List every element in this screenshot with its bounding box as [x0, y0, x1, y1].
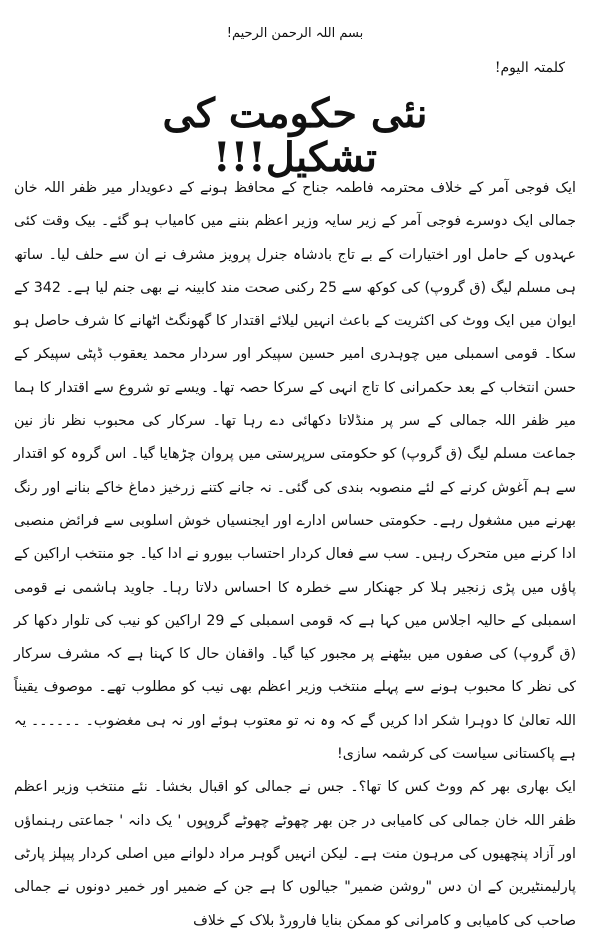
- paragraph-2: ایک بھاری بھر کم ووٹ کس کا تھا؟۔ جس نے جمالی کو اقبال بخشا۔ نئے منتخب وزیر اعظم ظفر اللہ خان جمالی کی کامیابی در جن بھر چھوٹے چھوٹے گروپوں ' یک دانہ ' جماعتی رہنماؤں اور آزاد پنچھیوں کی مرہون منت ہے۔ لیکن انہیں گوہر مراد دلوانے میں اصلی کردار پیپلز پارٹی پارلیمنٹیرین کے ان دس "روشن ضمیر" جیالوں کا ہے جن کے ضمیر اور خمیر دونوں نے جمالی صاحب کی کامیابی و کامرانی کو ممکن بنایا فارورڈ بلاک کے خلاف: [14, 779, 576, 929]
- column-label: کلمتہ الیوم!: [494, 60, 565, 76]
- headline: نئی حکومت کی تشکیل!!!: [162, 90, 428, 181]
- article-body: [14, 172, 576, 938]
- bismillah: بسم اللہ الرحمن الرحیم!: [226, 26, 364, 41]
- paragraph-1: ایک فوجی آمر کے خلاف محترمہ فاطمہ جناح کے محافظ ہونے کے دعویدار میر ظفر اللہ خان جمالی ایک دوسرے فوجی آمر کے زیر سایہ وزیر اعظم بننے میں کامیاب ہو گئے۔ بیک وقت کئی عہدوں کے حامل اور اختیارات کے بے تاج بادشاہ جنرل پرویز مشرف نے ان سے حلف لیا۔ ساتھ ہی مسلم لیگ (ق گروپ) کی کوکھ سے 25 رکنی صحت مند کابینہ نے بھی جنم لیا ہے۔ 342 کے ایوان میں ایک ووٹ کی اکثریت کے باعث انہیں لیلائے اقتدار کا گھونگٹ اٹھانے کا شرف حاصل ہو سکا۔ قومی اسمبلی میں چوہدری امیر حسین سپیکر اور سردار محمد یعقوب ڈپٹی سپیکر کے حسن انتخاب کے بعد حکمرانی کا تاج انہی کے سرکا حصہ تھا۔ ویسے تو شروع سے اقتدار کا ہما میر ظفر اللہ جمالی کے سر پر منڈلاتا دکھائی دے رہا تھا۔ سرکار کی محبوب نظر ناز نین جماعت مسلم لیگ (ق گروپ) کو حکومتی سرپرستی میں پروان چڑھایا گیا۔ اس گروہ کو اقتدار سے ہم آغوش کرنے کے لئے منصوبہ بندی کی گئی۔ نہ جانے کتنے زرخیز دماغ خاکے بنانے اور رنگ بھرنے میں مشغول رہے۔ حکومتی حساس ادارے اور ایجنسیاں خوش اسلوبی سے فرائض منصبی ادا کرنے میں متحرک رہیں۔ سب سے فعال کردار احتساب بیورو نے ادا کیا۔ جو منتخب اراکین کے پاؤں میں پڑی زنجیر ہلا کر جھنکار سے خطرہ کا احساس دلاتا رہا۔ جاوید ہاشمی نے قومی اسمبلی کے حالیہ اجلاس میں کہا ہے کہ قومی اسمبلی کے 29 اراکین کو نیب کی تلوار دکھا کر (ق گروپ) کی صفوں میں بیٹھنے پر مجبور کیا گیا۔ واقفان حال کا کہنا ہے کہ مشرف سرکار کی نظر کا محبوب ہونے سے پہلے منتخب وزیر اعظم بھی نیب کو مطلوب تھے۔ موصوف یقیناً اللہ تعالیٰ کا دوہرا شکر ادا کریں گے کہ وہ نہ تو معتوب ہوئے اور نہ ہی مغضوب۔ ۔۔۔۔۔۔ یہ ہے پاکستانی سیاست کی کرشمہ سازی!: [14, 180, 577, 763]
